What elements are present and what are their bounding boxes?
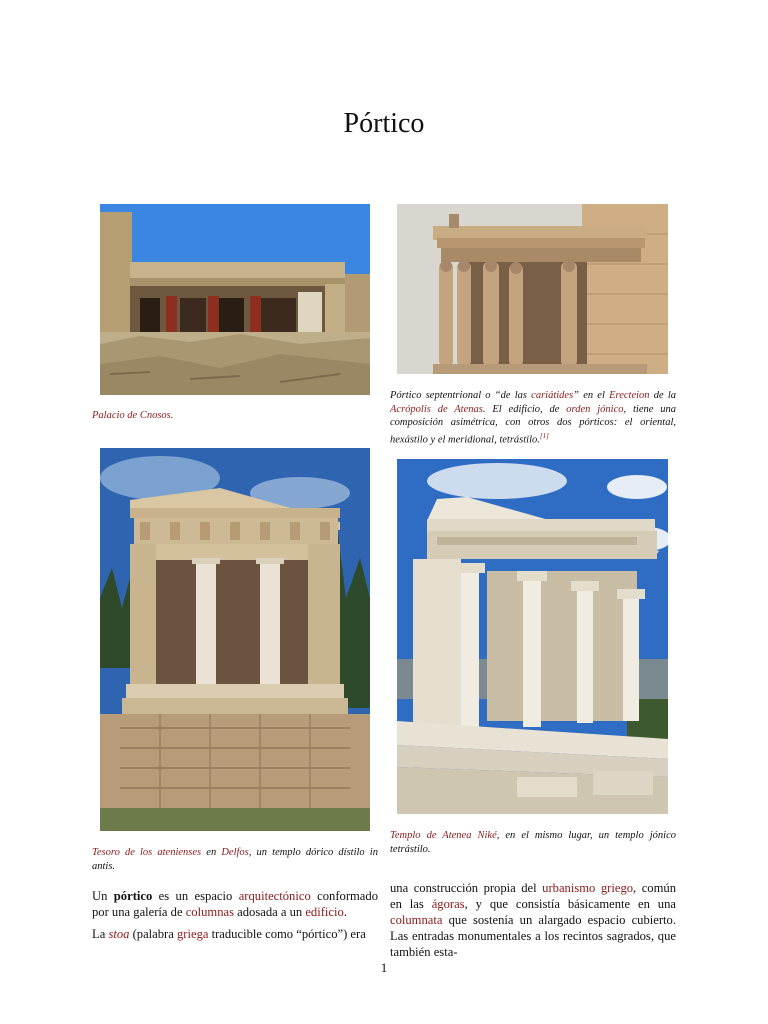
knossos-caption-link[interactable]: Palacio de Cnosos. xyxy=(92,410,174,421)
athenians-treasury-image xyxy=(100,448,370,831)
erechtheion-caption xyxy=(390,389,676,447)
text-link[interactable]: griega xyxy=(176,927,209,941)
text-run: , en el mismo lugar, un templo jónico tetrástilo. xyxy=(390,830,676,855)
text-link[interactable]: Templo de Atenea Niké xyxy=(390,830,497,841)
knossos-photo xyxy=(100,204,370,395)
text-link[interactable]: arquitectónico xyxy=(238,889,311,903)
text-run: (palabra xyxy=(129,927,177,941)
text-run: es un espacio xyxy=(152,889,239,903)
page-title: Pórtico xyxy=(343,108,425,139)
erechtheion-image xyxy=(397,204,668,374)
text-run: . xyxy=(343,905,347,919)
text-link[interactable]: Acrópolis de Atenas xyxy=(390,403,483,415)
athena-nike-image xyxy=(397,459,668,814)
text-run: adosada a un xyxy=(234,905,306,919)
text-run: que sostenía un alargado espacio cubierto. Las entradas monumentales a los recintos sagrados, que también esta- xyxy=(390,913,676,959)
text-run: una construcción propia del xyxy=(390,881,543,895)
text-run: , tiene una composición asimétrica, con otros dos pórticos: el oriental, hexástilo y el meridional, tetrástilo. xyxy=(390,403,676,445)
text-run: , y que consistía básicamente en una xyxy=(464,897,676,911)
athena-nike-photo xyxy=(397,459,668,814)
text-link[interactable]: columnata xyxy=(390,913,443,927)
body-column-2 xyxy=(390,880,676,966)
page-number: 1 xyxy=(380,960,388,975)
text-link[interactable]: cariátides xyxy=(531,390,574,401)
text-link[interactable]: stoa xyxy=(108,927,130,941)
text-run: Un xyxy=(92,889,114,903)
reference-link[interactable]: [1] xyxy=(539,431,549,440)
body-paragraph-2 xyxy=(92,926,378,942)
text-link[interactable]: ágoras xyxy=(431,897,465,911)
athena-nike-caption xyxy=(390,829,676,856)
text-link[interactable]: edificio xyxy=(305,905,344,919)
text-run: en xyxy=(201,847,222,858)
text-run: conformado por una galería de xyxy=(92,889,378,919)
text-link[interactable]: Tesoro de los atenienses xyxy=(92,847,202,858)
erechtheion-photo xyxy=(397,204,668,374)
athenians-treasury-caption xyxy=(92,846,378,873)
text-run: . El edificio, de xyxy=(482,403,567,415)
text-link[interactable]: Erecteion xyxy=(609,390,650,401)
text-run: Pórtico septentrional o “de las xyxy=(390,390,532,401)
text-link[interactable]: urbanismo griego xyxy=(542,881,634,895)
body-paragraph-3 xyxy=(390,880,676,960)
body-paragraph-1 xyxy=(92,888,378,920)
text-link[interactable]: columnas xyxy=(185,905,234,919)
text-link[interactable]: orden jónico xyxy=(566,403,624,415)
knossos-image xyxy=(100,204,370,395)
text-run: , un templo dórico dístilo in antis. xyxy=(92,847,378,872)
text-run: , común en las xyxy=(390,881,676,911)
body-column-1 xyxy=(92,888,378,948)
athenians-treasury-photo xyxy=(100,448,370,831)
text-run: ” en el xyxy=(573,390,610,401)
text-run: La xyxy=(92,927,109,941)
knossos-caption xyxy=(92,409,292,423)
text-run: traducible como “pórtico”) era xyxy=(208,927,366,941)
text-run: de la xyxy=(649,390,677,401)
text-link[interactable]: Delfos xyxy=(221,847,249,858)
text-run: pórtico xyxy=(113,889,153,903)
